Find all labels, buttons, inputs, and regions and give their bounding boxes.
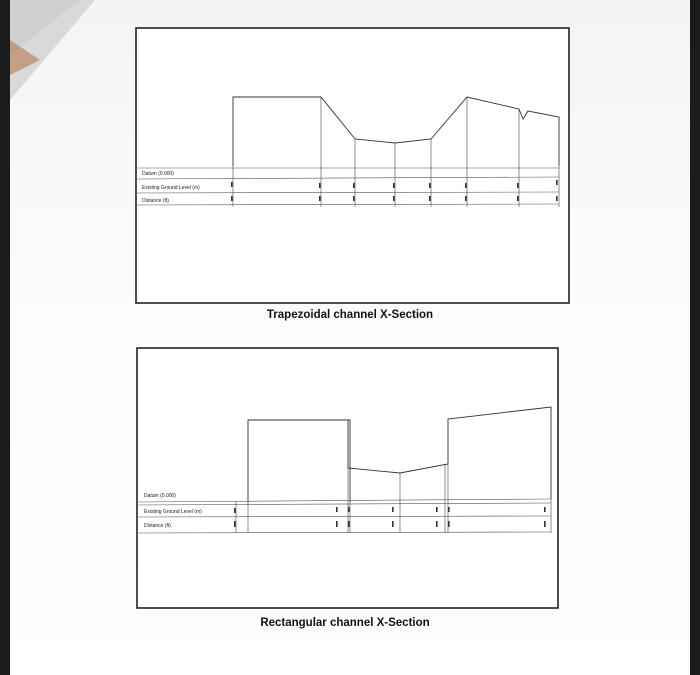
diagram-frame (137, 348, 558, 608)
page-corner-fold (10, 0, 95, 100)
row-label-distance: Distance (ft) (142, 198, 169, 204)
diagram-frame (136, 28, 569, 303)
row-label-distance: Distance (ft) (144, 523, 171, 529)
rectangular-cross-section-diagram (136, 347, 562, 613)
trapezoidal-caption: Trapezoidal channel X-Section (266, 309, 434, 321)
left-border (0, 0, 10, 675)
trapezoidal-cross-section-diagram (135, 27, 575, 307)
row-label-ground-level: Existing Ground Level (m) (142, 185, 200, 191)
row-label-datum: Datum (0.000) (144, 493, 176, 499)
row-label-datum: Datum (0.000) (142, 171, 174, 177)
row-label-ground-level: Existing Ground Level (m) (144, 509, 202, 515)
right-border (690, 0, 700, 675)
rectangular-caption: Rectangular channel X-Section (260, 617, 430, 629)
